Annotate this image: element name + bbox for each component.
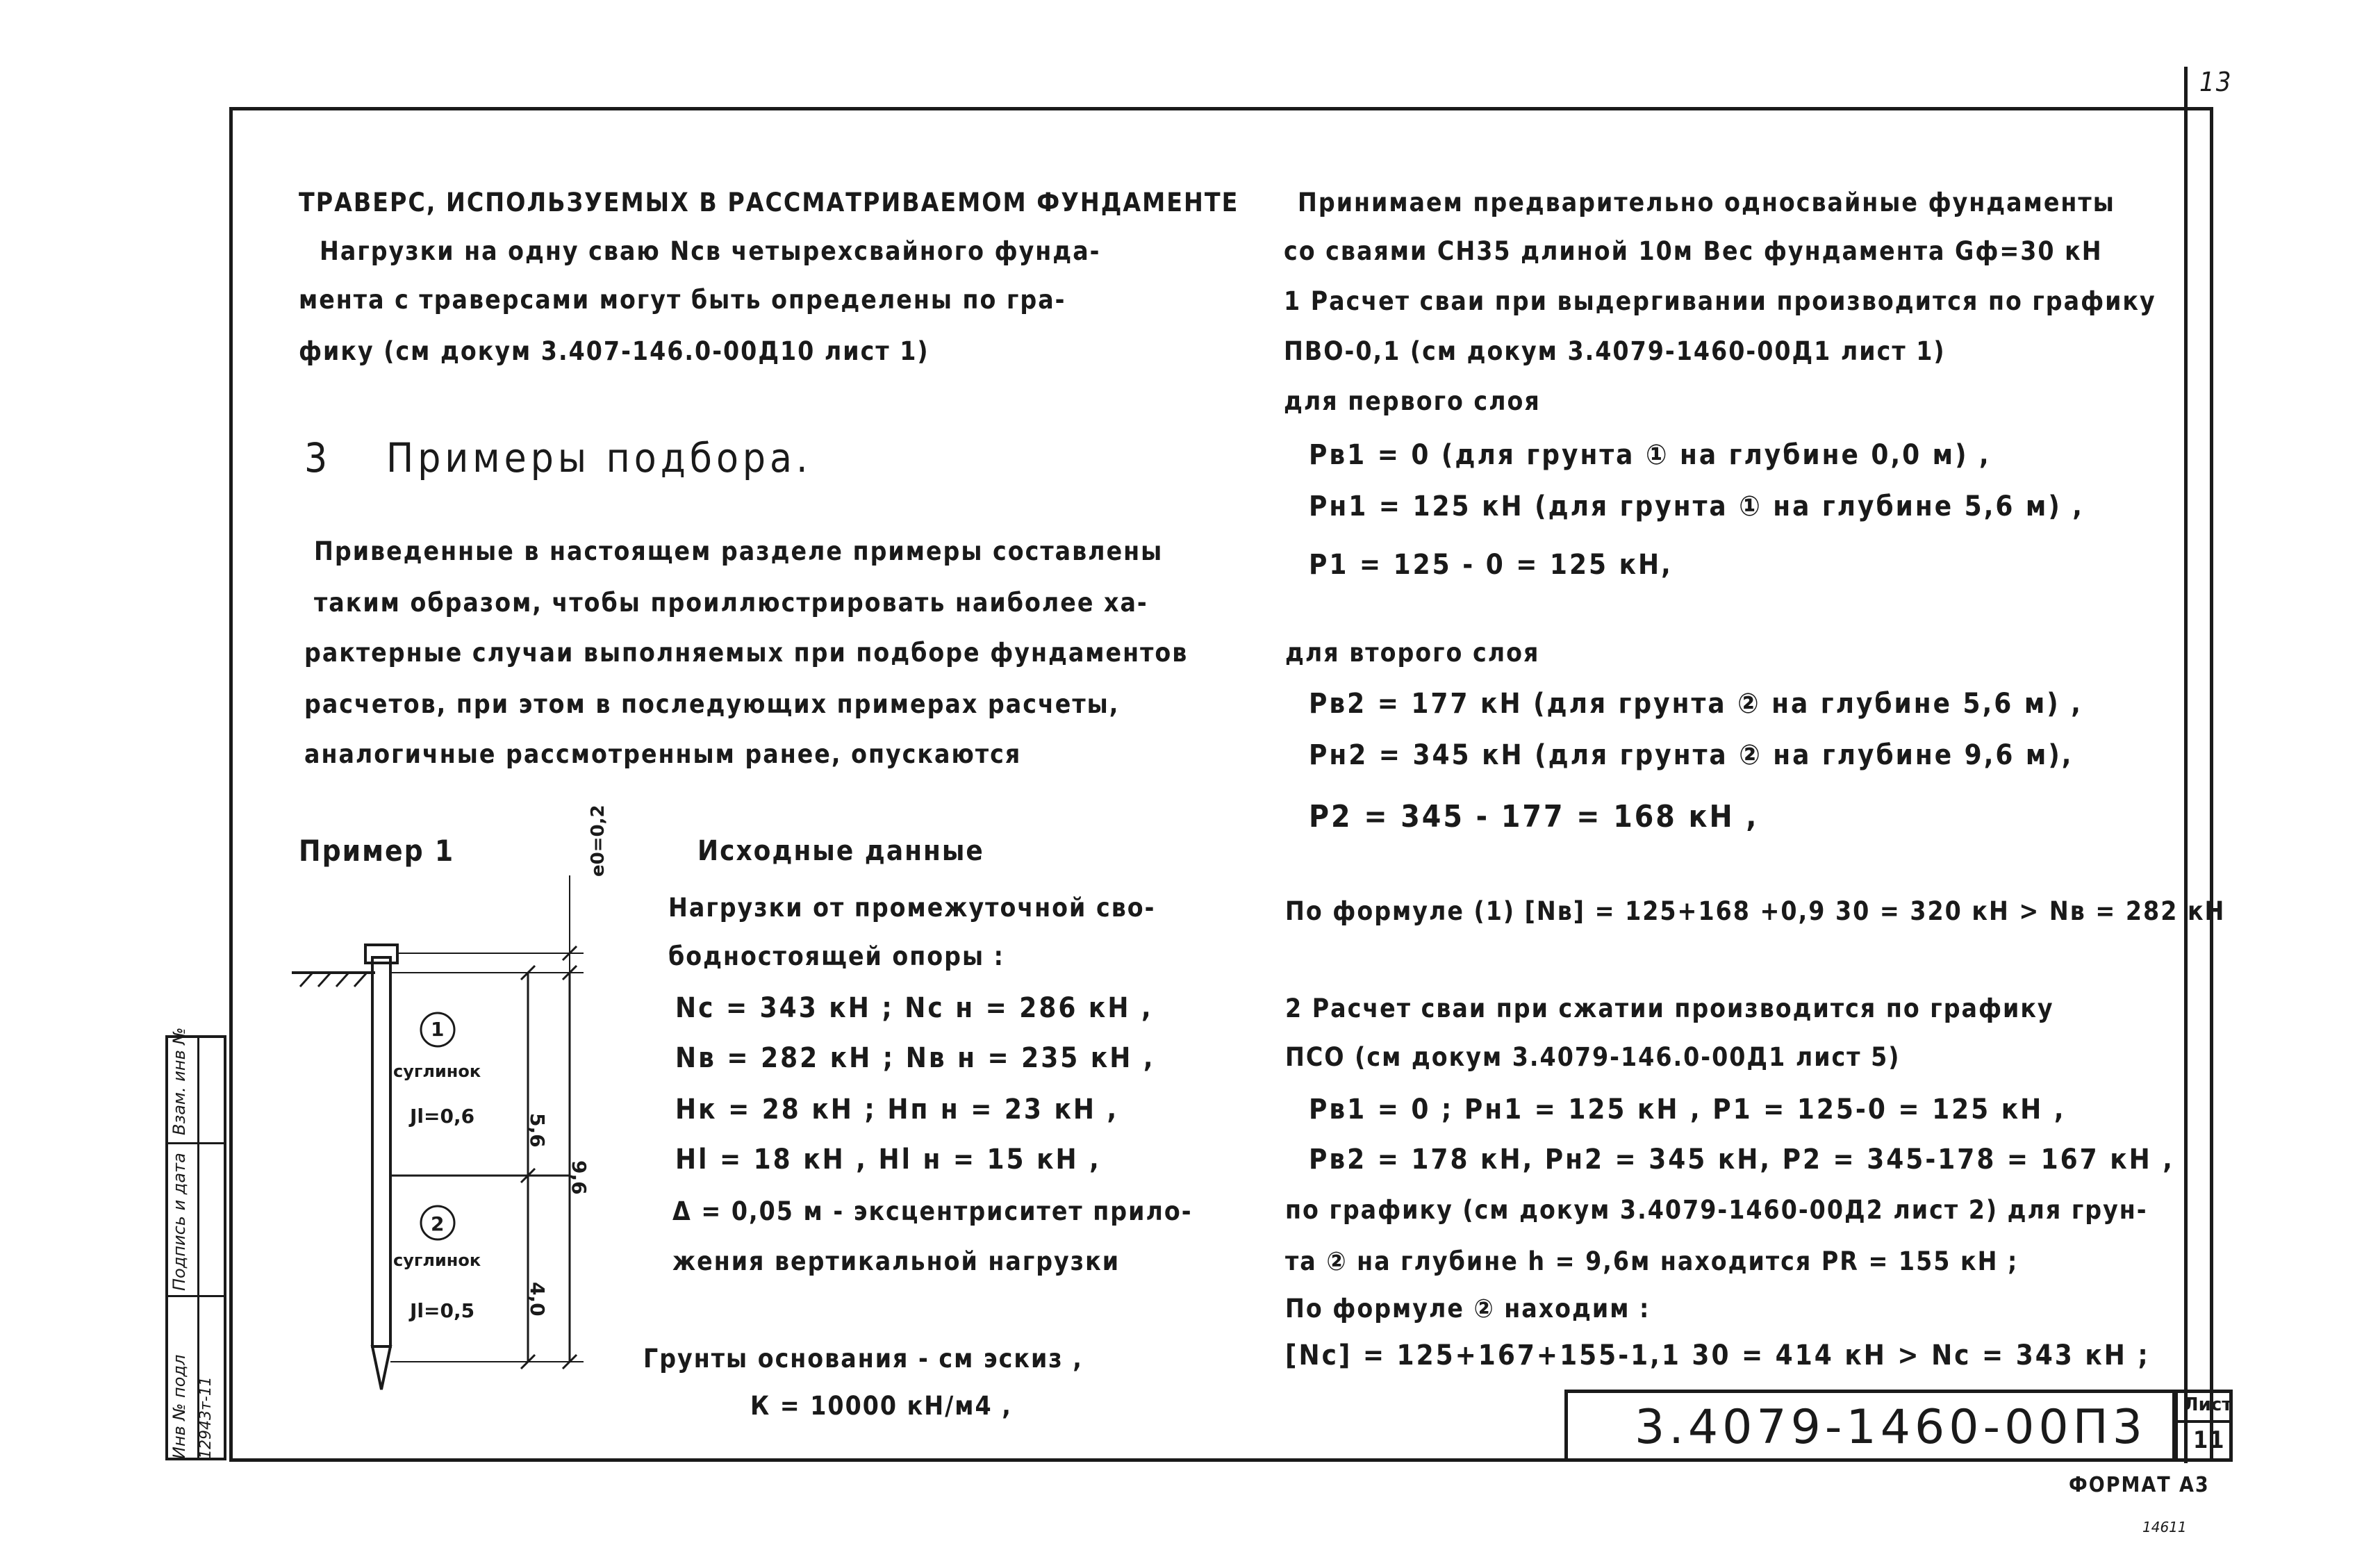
sheet-number: 11 <box>2193 1426 2226 1454</box>
intro-line-3: мента с траверсами могут быть определены по гра- <box>299 285 1066 315</box>
layer2-number: 2 <box>431 1212 445 1235</box>
load-nc: Nс = 343 кН ; Nс н = 286 кН , <box>675 992 1153 1024</box>
dim-bottom-label: 4,0 <box>526 1282 549 1317</box>
right-line-17: Рв2 = 178 кН, Рн2 = 345 кН, Р2 = 345-178 = 167 кН , <box>1309 1144 2174 1176</box>
right-line-10: Рв2 = 177 кН (для грунта ② на глубине 5,6 м) , <box>1309 688 2083 720</box>
dim-top-label: 5,6 <box>526 1113 549 1148</box>
soil-line-2: К = 10000 кН/м4 , <box>750 1391 1012 1421</box>
right-line-13: По формуле (1) [Nв] = 125+168 +0,9 30 = 320 кН > Nв = 282 кН <box>1285 896 2226 926</box>
right-line-18: по графику (см докум 3.4079-1460-00Д2 лист 2) для грун- <box>1285 1195 2148 1225</box>
right-line-4: ПВО-0,1 (см докум 3.4079-1460-00Д1 лист 1) <box>1284 336 1946 366</box>
load-nv: Nв = 282 кН ; Nв н = 235 кН , <box>675 1042 1155 1074</box>
section-paragraph-line-1: Приведенные в настоящем разделе примеры составлены <box>314 536 1164 566</box>
page-number: 13 <box>2199 67 2233 97</box>
pile-head <box>365 945 397 963</box>
right-line-16: Рв1 = 0 ; Рн1 = 125 кН , Р1 = 125-0 = 125 кН , <box>1309 1094 2066 1126</box>
load-hk: Нк = 28 кН ; Нп н = 23 кН , <box>675 1094 1119 1126</box>
pile-sketch-drawing <box>292 875 639 1403</box>
layer2-il: Jl=0,5 <box>410 1299 475 1322</box>
layer1-name: суглинок <box>393 1062 481 1081</box>
section-paragraph-line-2: таким образом, чтобы проиллюстрировать наиболее ха- <box>314 588 1148 618</box>
right-line-11: Рн2 = 345 кН (для грунта ② на глубине 9,6 м), <box>1309 739 2074 771</box>
side-inv-value: 12943т-11 <box>197 1376 215 1459</box>
section-paragraph-line-4: расчетов, при этом в последующих примерах расчеты, <box>304 689 1120 719</box>
example-label: Пример 1 <box>299 834 455 868</box>
intro-line-4: фику (см докум 3.407-146.0-00Д10 лист 1) <box>299 336 929 366</box>
layer2-name: суглинок <box>393 1251 481 1270</box>
right-line-19: та ② на глубине h = 9,6м находится РR = 155 кН ; <box>1285 1246 2019 1276</box>
document-code: 3.4079-1460-00П3 <box>1635 1400 2147 1455</box>
right-line-5: для первого слоя <box>1284 386 1541 416</box>
right-line-21: [Nс] = 125+167+155-1,1 30 = 414 кН > Nс = 343 кН ; <box>1285 1340 2150 1371</box>
section-number: 3 <box>304 434 332 481</box>
right-line-12: Р2 = 345 - 177 = 168 кН , <box>1309 799 1759 834</box>
right-line-9: для второго слоя <box>1285 638 1540 668</box>
layer1-il: Jl=0,6 <box>410 1105 475 1128</box>
right-line-20: По формуле ② находим : <box>1285 1294 1651 1324</box>
right-line-14: 2 Расчет сваи при сжатии производится по графику <box>1285 994 2054 1023</box>
source-line-2: бодностоящей опоры : <box>668 941 1005 971</box>
layer1-number: 1 <box>431 1018 445 1041</box>
intro-line-2: Нагрузки на одну сваю Nсв четырехсвайного фунда- <box>320 236 1101 266</box>
sheet-divider <box>2174 1420 2233 1423</box>
section-title: Примеры подбора. <box>386 434 812 481</box>
section-paragraph-line-3: рактерные случаи выполняемых при подборе фундаментов <box>304 638 1189 668</box>
ground-hatch <box>300 973 367 987</box>
source-title: Исходные данные <box>697 835 984 867</box>
sheet-box <box>2174 1390 2233 1462</box>
section-paragraph-line-5: аналогичные рассмотренным ранее, опускаются <box>304 739 1022 769</box>
bottom-note: 14611 <box>2142 1519 2187 1535</box>
side-inv-label: Инв № подл <box>170 1354 189 1459</box>
right-line-15: ПСО (см докум 3.4079-146.0-00Д1 лист 5) <box>1285 1042 1901 1072</box>
frame-margin-line <box>2184 67 2245 1463</box>
pile-tip <box>372 1346 390 1390</box>
intro-line-1: ТРАВЕРС, ИСПОЛЬЗУЕМЫХ В РАССМАТРИВАЕМОМ ФУНДАМЕНТЕ <box>299 188 1239 217</box>
right-line-8: Р1 = 125 - 0 = 125 кН, <box>1309 549 1673 581</box>
format-label: ФОРМАТ А3 <box>2069 1473 2210 1497</box>
sheet-label: Лист <box>2183 1394 2233 1415</box>
right-line-6: Рв1 = 0 (для грунта ① на глубине 0,0 м) , <box>1309 439 1991 471</box>
right-line-1: Принимаем предварительно односвайные фундаменты <box>1298 188 2115 217</box>
source-line-1: Нагрузки от промежуточной сво- <box>668 893 1156 923</box>
pile-body <box>372 957 390 1346</box>
right-line-3: 1 Расчет сваи при выдергивании производится по графику <box>1284 286 2156 316</box>
title-stamp <box>1564 1390 2176 1462</box>
right-line-2: со сваями СН35 длиной 10м Вес фундамента Gф=30 кН <box>1284 236 2103 266</box>
soil-line-1: Грунты основания - см эскиз , <box>643 1344 1083 1374</box>
eccentricity-line-1: Δ = 0,05 м - эксцентриситет прило- <box>672 1196 1193 1226</box>
load-hl: Нl = 18 кН , Нl н = 15 кН , <box>675 1144 1101 1176</box>
side-replace-label: Взам. инв № <box>170 1027 189 1135</box>
eccentricity-line-2: жения вертикальной нагрузки <box>672 1246 1121 1276</box>
e0-label: e0=0,2 <box>588 805 609 877</box>
right-line-7: Рн1 = 125 кН (для грунта ① на глубине 5,6 м) , <box>1309 491 2084 522</box>
dim-total-label: 9,6 <box>568 1160 590 1195</box>
side-signature-label: Подпись и дата <box>170 1153 189 1291</box>
